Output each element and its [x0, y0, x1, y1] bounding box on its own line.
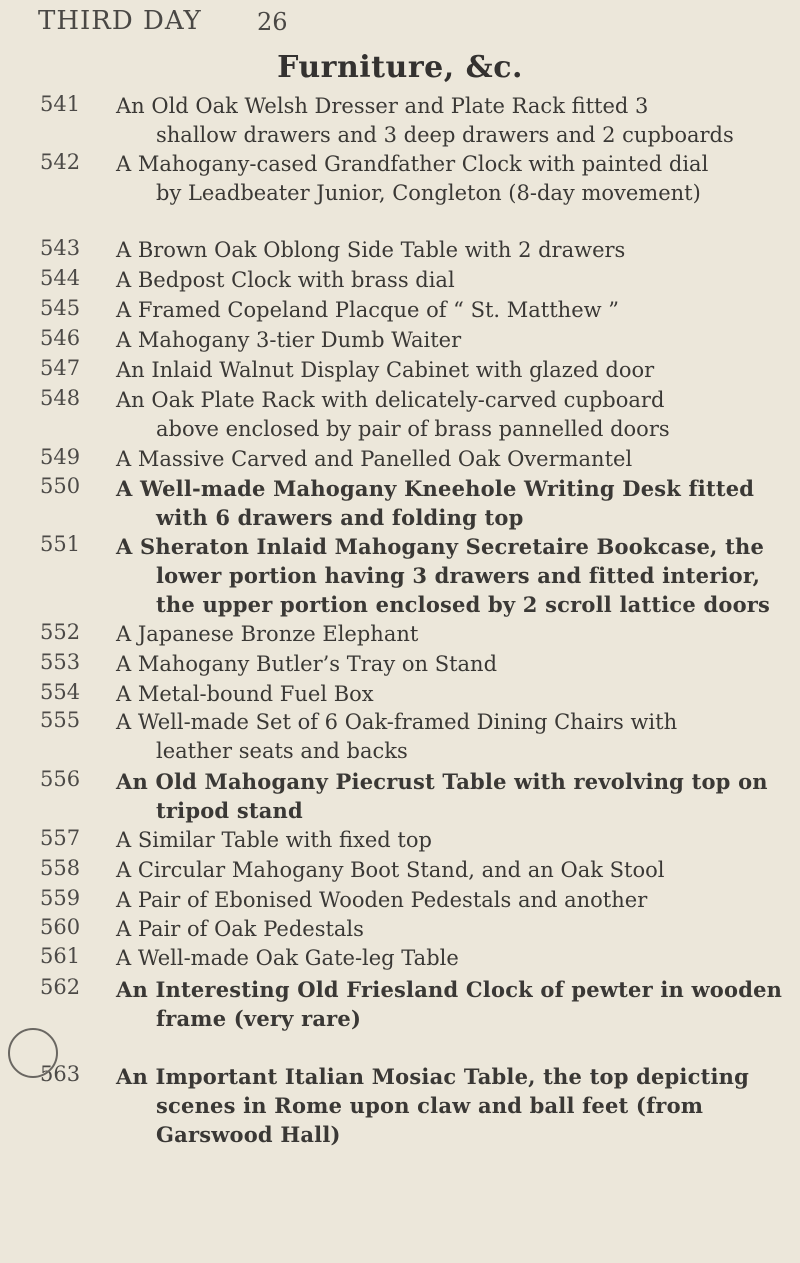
lot-description — [116, 386, 736, 444]
lot-description-line: above enclosed by pair of brass pannelled doors — [156, 417, 670, 441]
lot-description-line: by Leadbeater Junior, Congleton (8-day movement) — [156, 181, 701, 205]
lot-description — [116, 856, 736, 885]
lot-description — [116, 92, 736, 150]
lot-description — [116, 767, 768, 825]
lot-description-line: A Sheraton Inlaid Mahogany Secretaire Bookcase, the — [116, 534, 765, 559]
lot-number: 558 — [40, 856, 81, 880]
lot-description-line: leather seats and backs — [156, 739, 408, 763]
lot-description — [116, 915, 736, 944]
page-number: 26 — [257, 8, 288, 36]
lot-description — [116, 680, 736, 709]
lot-number: 545 — [40, 296, 81, 320]
lot-number: 542 — [40, 150, 81, 174]
lot-description — [116, 236, 736, 265]
lot-description — [116, 708, 736, 766]
lot-description — [116, 1062, 750, 1149]
lot-number: 546 — [40, 326, 81, 350]
lot-description-line: A Framed Copeland Placque of “ St. Matthew ” — [116, 298, 620, 322]
lot-description — [116, 150, 736, 208]
lot-description-line: An Old Mahogany Piecrust Table with revolving top on — [116, 769, 768, 794]
lot-description-line: A Well-made Mahogany Kneehole Writing Desk fitted — [116, 476, 755, 501]
lot-description — [116, 650, 736, 679]
lot-description-line: A Massive Carved and Panelled Oak Overmantel — [116, 447, 633, 471]
lot-description-line: An Oak Plate Rack with delicately-carved cupboard — [116, 388, 665, 412]
lot-description-line: An Important Italian Mosiac Table, the top depicting — [116, 1064, 750, 1089]
lot-description — [116, 266, 736, 295]
lot-number: 549 — [40, 445, 81, 469]
lot-number: 548 — [40, 386, 81, 410]
lot-description — [116, 326, 736, 355]
lot-number: 563 — [40, 1062, 81, 1086]
lot-number: 541 — [40, 92, 81, 116]
lot-number: 559 — [40, 886, 81, 910]
lot-description-line: A Mahogany 3-tier Dumb Waiter — [116, 328, 462, 352]
section-heading: THIRD DAY — [38, 6, 202, 36]
lot-description-line: scenes in Rome upon claw and ball feet (from — [156, 1093, 704, 1118]
lot-description-line: A Mahogany-cased Grandfather Clock with painted dial — [116, 152, 709, 176]
lot-description-line: Garswood Hall) — [156, 1122, 341, 1147]
lot-description-line: lower portion having 3 drawers and fitted interior, — [156, 563, 761, 588]
lot-description — [116, 532, 771, 619]
lot-description-line: frame (very rare) — [156, 1006, 362, 1031]
lot-description-line: A Metal-bound Fuel Box — [116, 682, 374, 706]
page-title: Furniture, &c. — [277, 50, 523, 85]
lot-description-line: An Inlaid Walnut Display Cabinet with glazed door — [116, 358, 655, 382]
lot-description — [116, 474, 755, 532]
lot-number: 561 — [40, 944, 81, 968]
lot-description-line: A Japanese Bronze Elephant — [116, 622, 419, 646]
lot-number: 543 — [40, 236, 81, 260]
lot-description-line: An Old Oak Welsh Dresser and Plate Rack fitted 3 — [116, 94, 649, 118]
lot-description-line: A Bedpost Clock with brass dial — [116, 268, 455, 292]
lot-number: 553 — [40, 650, 81, 674]
lot-description — [116, 445, 736, 474]
lot-description — [116, 356, 736, 385]
lot-description-line: A Pair of Oak Pedestals — [116, 917, 364, 941]
lot-number: 562 — [40, 975, 81, 999]
lot-description — [116, 296, 736, 325]
lot-description-line: the upper portion enclosed by 2 scroll lattice doors — [156, 592, 771, 617]
lot-description — [116, 975, 783, 1033]
lot-number: 544 — [40, 266, 81, 290]
lot-number: 557 — [40, 826, 81, 850]
lot-description — [116, 886, 736, 915]
lot-number: 560 — [40, 915, 81, 939]
lot-number: 554 — [40, 680, 81, 704]
lot-description-line: A Well-made Set of 6 Oak-framed Dining Chairs with — [116, 710, 678, 734]
handwritten-circle-mark — [8, 1028, 58, 1078]
lot-description-line: A Circular Mahogany Boot Stand, and an Oak Stool — [116, 858, 665, 882]
lot-description-line: shallow drawers and 3 deep drawers and 2 cupboards — [156, 123, 734, 147]
lot-number: 550 — [40, 474, 81, 498]
lot-description-line: An Interesting Old Friesland Clock of pewter in wooden — [116, 977, 783, 1002]
lot-description-line: tripod stand — [156, 798, 303, 823]
lot-description-line: A Pair of Ebonised Wooden Pedestals and another — [116, 888, 648, 912]
lot-description-line: A Brown Oak Oblong Side Table with 2 drawers — [116, 238, 626, 262]
lot-description-line: A Well-made Oak Gate-leg Table — [116, 946, 459, 970]
lot-description-line: with 6 drawers and folding top — [156, 505, 524, 530]
lot-description-line: A Similar Table with fixed top — [116, 828, 432, 852]
lot-number: 555 — [40, 708, 81, 732]
lot-description — [116, 620, 736, 649]
lot-description — [116, 826, 736, 855]
lot-number: 551 — [40, 532, 81, 556]
lot-number: 556 — [40, 767, 81, 791]
lot-description-line: A Mahogany Butler’s Tray on Stand — [116, 652, 498, 676]
lot-number: 547 — [40, 356, 81, 380]
lot-description — [116, 944, 736, 973]
lot-number: 552 — [40, 620, 81, 644]
